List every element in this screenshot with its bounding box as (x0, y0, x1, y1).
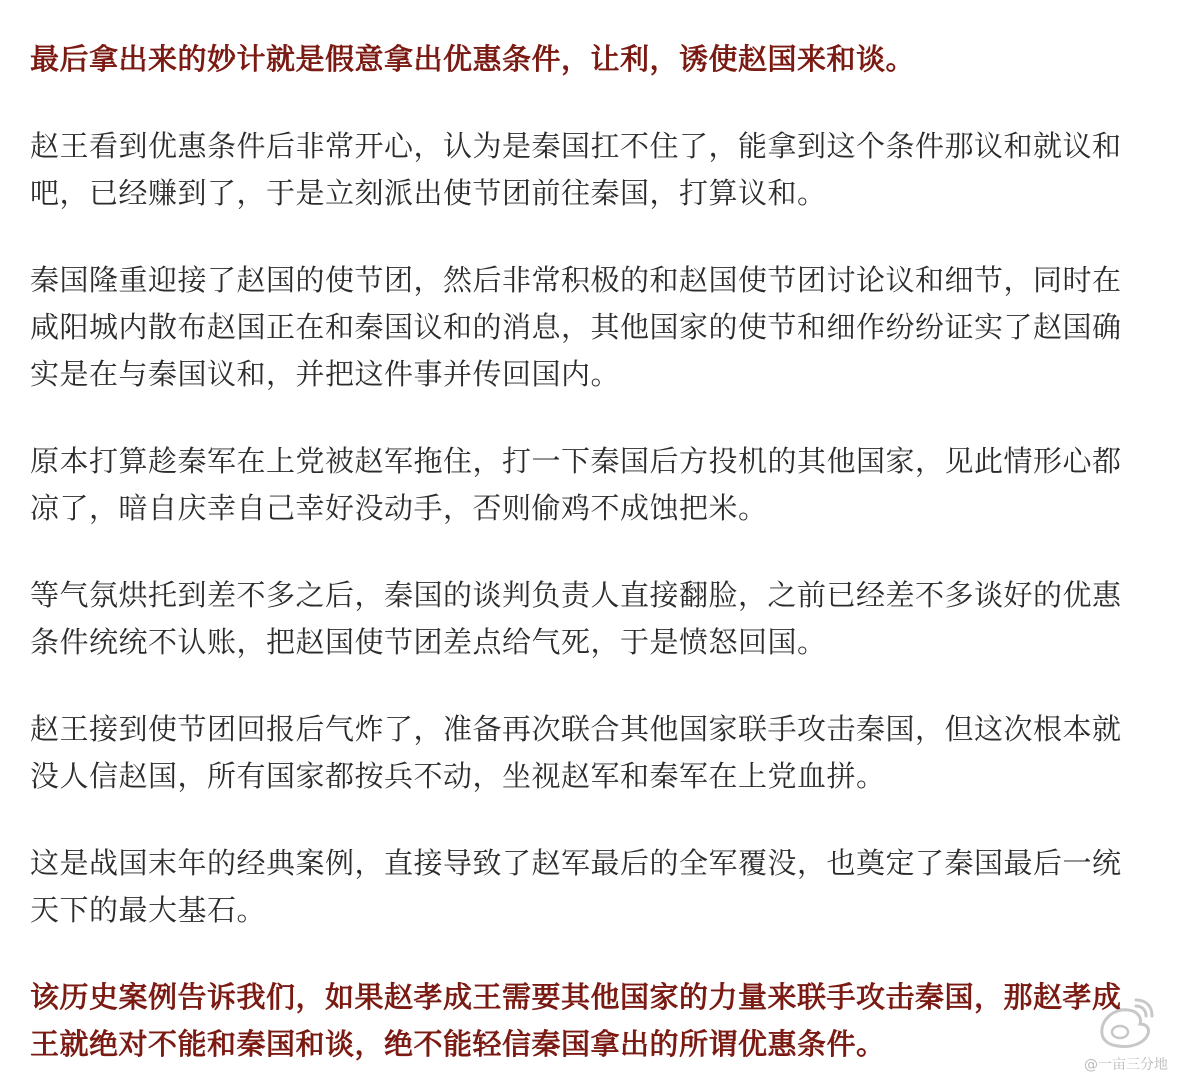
paragraph-7: 这是战国末年的经典案例，直接导致了赵军最后的全军覆没，也奠定了秦国最后一统天下的最大基石。 (30, 846, 1122, 927)
intro-paragraph: 最后拿出来的妙计就是假意拿出优惠条件，让利，诱使赵国来和谈。 (30, 42, 916, 76)
article-body (30, 36, 1140, 1068)
paragraph-5: 等气氛烘托到差不多之后，秦国的谈判负责人直接翻脸，之前已经差不多谈好的优惠条件统统不认账，把赵国使节团差点给气死，于是愤怒回国。 (30, 578, 1122, 659)
watermark (1054, 994, 1174, 1074)
weibo-logo-icon (1094, 994, 1156, 1052)
paragraph-6: 赵王接到使节团回报后气炸了，准备再次联合其他国家联手攻击秦国，但这次根本就没人信赵国，所有国家都按兵不动，坐视赵军和秦军在上党血拼。 (30, 712, 1122, 793)
paragraph-4: 原本打算趁秦军在上党被赵军拖住，打一下秦国后方投机的其他国家，见此情形心都凉了，暗自庆幸自己幸好没动手，否则偷鸡不成蚀把米。 (30, 444, 1122, 525)
conclusion-paragraph: 该历史案例告诉我们，如果赵孝成王需要其他国家的力量来联手攻击秦国，那赵孝成王就绝对不能和秦国和谈，绝不能轻信秦国拿出的所谓优惠条件。 (30, 980, 1122, 1061)
paragraph-3: 秦国隆重迎接了赵国的使节团，然后非常积极的和赵国使节团讨论议和细节，同时在咸阳城内散布赵国正在和秦国议和的消息，其他国家的使节和细作纷纷证实了赵国确实是在与秦国议和，并把这件事并传回国内。 (30, 263, 1122, 391)
watermark-text: @一亩三分地 (1084, 1057, 1168, 1073)
paragraph-2: 赵王看到优惠条件后非常开心，认为是秦国扛不住了，能拿到这个条件那议和就议和吧，已经赚到了，于是立刻派出使节团前往秦国，打算议和。 (30, 129, 1122, 210)
